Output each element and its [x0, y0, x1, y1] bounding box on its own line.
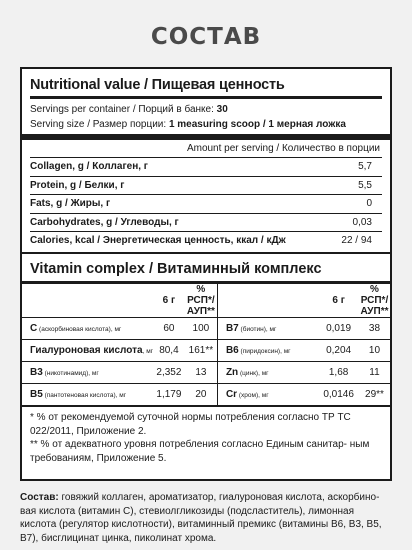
vitamin-name: B3	[30, 367, 43, 378]
vitamin-grams: 60	[163, 323, 175, 334]
vitamin-percent: 29**	[365, 389, 384, 400]
nutrient-value: 0	[366, 198, 372, 209]
amount-per-serving-header: Amount per serving / Количество в порции	[30, 140, 382, 158]
vitamin-table	[22, 284, 390, 406]
vitamin-unit: , мг	[142, 348, 154, 355]
nutrient-name: Protein, g /	[30, 179, 85, 191]
nutrition-heading: Nutritional value / Пищевая ценность	[30, 69, 382, 99]
vitamin-unit: (аскорбиновая кислота), мг	[37, 326, 122, 333]
vitamin-row	[22, 362, 390, 384]
ingredients-text	[20, 491, 392, 545]
vitamin-row	[22, 340, 390, 362]
vitamin-complex-panel	[20, 252, 392, 481]
col-header-g: 6 г	[162, 295, 176, 306]
nutrient-name-ru: Коллаген, г	[92, 161, 148, 172]
vitamin-unit: (пиридоксин), мг	[238, 348, 291, 355]
nutrition-rows	[30, 158, 382, 251]
vitamin-percent: 161**	[185, 340, 218, 362]
vitamin-percent: 13	[185, 362, 218, 384]
vitamin-grams: 2,352	[156, 367, 182, 378]
nutrient-value: 5,7	[358, 161, 372, 172]
vitamin-grams: 1,179	[156, 389, 182, 400]
vitamin-grams: 0,204	[326, 345, 352, 356]
col-header-g-right: 6 г	[332, 295, 345, 306]
servings-label: Servings per container / Порций в банке:	[30, 104, 217, 115]
vitamin-unit: (пантотеновая кислота), мг	[42, 392, 127, 399]
footnotes	[22, 406, 390, 465]
vitamin-heading: Vitamin complex / Витаминный комплекс	[22, 254, 390, 284]
vitamin-percent: 38	[368, 323, 381, 334]
nutrition-row	[30, 232, 382, 251]
vitamin-unit: (биотин), мг	[238, 326, 277, 333]
vitamin-unit: (хром), мг	[237, 392, 269, 399]
nutrient-name: Collagen, g /	[30, 161, 93, 172]
footnote-rsp: * % от рекомендуемой суточной нормы потребления согласно ТР ТС 022/2011, Приложение 2.	[30, 412, 351, 437]
vitamin-row	[22, 318, 390, 340]
vitamin-unit: (цинк), мг	[238, 370, 269, 377]
nutrient-value: 5,5	[358, 179, 372, 191]
ingredients-list: говяжий коллаген, ароматизатор, гиалуроновая кислота, аскорбино- вая кислота (витамин С), стевиолгликозиды (подсластитель), лимонная кислота (регулятор кислотности), витаминный премикс (витамины В6, В3, В5, В7), бисглицинат цинка, пиколинат хрома.	[20, 492, 382, 544]
page-title: СОСТАВ	[150, 24, 262, 50]
nutrition-row	[30, 158, 382, 177]
nutrient-name: Carbohydrates, g /	[30, 216, 121, 228]
vitamin-grams: 0,0146	[323, 389, 354, 400]
nutrition-row	[30, 177, 382, 196]
nutrient-name: Calories, kcal /	[30, 235, 103, 246]
nutrition-row	[30, 195, 382, 214]
vitamin-name: Cr	[225, 389, 238, 400]
nutrition-facts-panel	[20, 67, 392, 272]
col-header-rsp: % РСП*/ АУП**	[185, 284, 218, 318]
serving-size-value: 1 measuring scoop / 1 мерная ложка	[168, 119, 346, 130]
vitamin-name: B6	[225, 345, 239, 356]
vitamin-table-header	[22, 284, 390, 318]
vitamin-name: B7	[225, 323, 239, 334]
vitamin-name: Zn	[225, 367, 239, 378]
vitamin-percent: 11	[369, 367, 380, 378]
vitamin-row	[22, 384, 390, 406]
servings-line	[30, 102, 382, 117]
vitamin-name: Гиалуроновая кислота	[30, 345, 143, 356]
nutrient-value: 22 / 94	[341, 235, 372, 246]
vitamin-name: B5	[30, 389, 43, 400]
serving-size-line	[30, 117, 382, 132]
nutrient-name-ru: Белки, г	[84, 179, 125, 191]
nutrient-name-ru: Жиры, г	[70, 198, 111, 209]
servings-value: 30	[216, 104, 228, 115]
vitamin-grams: 0,019	[326, 323, 352, 334]
vitamin-percent: 20	[185, 384, 218, 406]
vitamin-unit: (никотинамид), мг	[42, 370, 99, 377]
ingredients-label: Состав:	[20, 492, 59, 503]
nutrition-row	[30, 214, 382, 233]
nutrient-name-ru: Энергетическая ценность, ккал / кДж	[102, 235, 286, 246]
col-header-rsp-right: % РСП*/ АУП**	[360, 284, 389, 317]
vitamin-grams: 80,4	[159, 345, 179, 356]
nutrient-name-ru: Углеводы, г	[120, 216, 179, 228]
nutrient-value: 0,03	[352, 216, 372, 228]
vitamin-name: C	[30, 323, 38, 334]
vitamin-grams: 1,68	[328, 367, 349, 378]
footnote-aup: ** % от адекватного уровня потребления согласно Единым санитар- ным требованиям, Приложение 5.	[30, 439, 370, 464]
nutrient-name: Fats, g /	[30, 198, 71, 209]
vitamin-percent: 100	[185, 318, 218, 340]
serving-size-label: Serving size / Размер порции:	[30, 119, 169, 130]
vitamin-percent: 10	[368, 345, 381, 356]
